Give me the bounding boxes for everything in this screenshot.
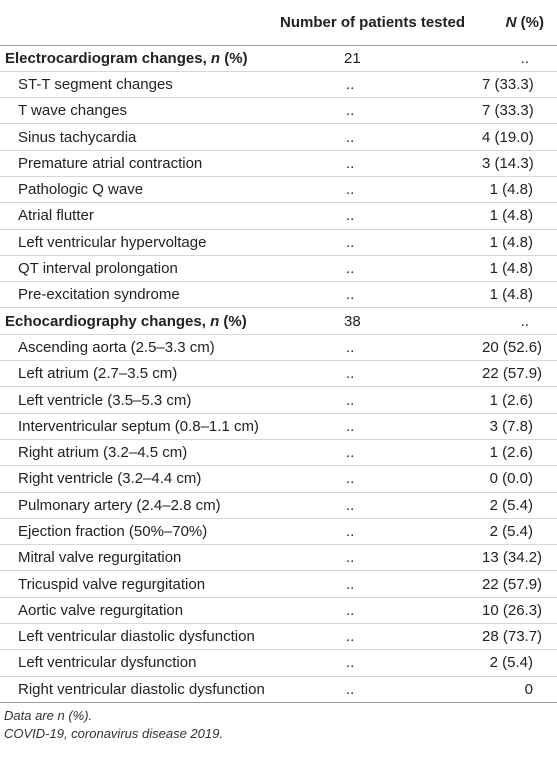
row-tested: ..: [278, 676, 482, 702]
row-tested: ..: [278, 597, 482, 623]
row-tested: ..: [278, 413, 482, 439]
table-row: [0, 124, 557, 150]
section-value: ..: [482, 45, 557, 71]
table-row: [0, 282, 557, 308]
row-value: 2 (5.4): [482, 650, 557, 676]
row-value: 1 (2.6): [482, 439, 557, 465]
header-row: [0, 0, 557, 45]
row-value: 2 (5.4): [482, 492, 557, 518]
table-row: [0, 229, 557, 255]
header-n-italic: N: [505, 13, 517, 31]
row-value: 4 (19.0): [482, 124, 557, 150]
table-row: [0, 71, 557, 97]
row-label: Atrial flutter: [0, 203, 278, 229]
header-col-label: [0, 0, 278, 45]
row-value: 22 (57.9): [482, 361, 557, 387]
row-tested: ..: [278, 624, 482, 650]
row-value: 1 (4.8): [482, 229, 557, 255]
table-row: [0, 676, 557, 702]
row-value: 10 (26.3): [482, 597, 557, 623]
row-tested: ..: [278, 176, 482, 202]
row-tested: ..: [278, 466, 482, 492]
section-row: [0, 308, 557, 334]
row-label: Left atrium (2.7–3.5 cm): [0, 361, 278, 387]
table-row: [0, 545, 557, 571]
row-tested: ..: [278, 361, 482, 387]
row-label: Ascending aorta (2.5–3.3 cm): [0, 334, 278, 360]
row-label: Interventricular septum (0.8–1.1 cm): [0, 413, 278, 439]
table-row: [0, 255, 557, 281]
row-tested: ..: [278, 518, 482, 544]
table-row: [0, 650, 557, 676]
section-value: ..: [482, 308, 557, 334]
table-row: [0, 466, 557, 492]
row-label: Pathologic Q wave: [0, 176, 278, 202]
section-tested: 38: [278, 308, 482, 334]
section-label-text: Electrocardiogram changes,: [5, 49, 211, 67]
row-tested: ..: [278, 387, 482, 413]
footnote-data: Data are n (%).: [4, 707, 93, 723]
section-label: [0, 308, 278, 334]
row-value: 3 (14.3): [482, 150, 557, 176]
table-row: [0, 203, 557, 229]
table-row: [0, 387, 557, 413]
row-value: 1 (4.8): [482, 203, 557, 229]
row-label: Premature atrial contraction: [0, 150, 278, 176]
header-col-n-percent: [482, 0, 557, 45]
row-label: Mitral valve regurgitation: [0, 545, 278, 571]
row-value: 22 (57.9): [482, 571, 557, 597]
row-label: Right ventricular diastolic dysfunction: [0, 676, 278, 702]
table-row: [0, 361, 557, 387]
row-label: Left ventricle (3.5–5.3 cm): [0, 387, 278, 413]
row-tested: ..: [278, 571, 482, 597]
header-col-tested: Number of patients tested: [278, 0, 482, 45]
row-tested: ..: [278, 71, 482, 97]
row-label: Aortic valve regurgitation: [0, 597, 278, 623]
row-label: Ejection fraction (50%–70%): [0, 518, 278, 544]
row-value: 0 (0.0): [482, 466, 557, 492]
row-value: 0: [482, 676, 557, 702]
section-label: [0, 45, 278, 71]
row-tested: ..: [278, 650, 482, 676]
table-body: [0, 45, 557, 702]
row-tested: ..: [278, 98, 482, 124]
row-value: 1 (4.8): [482, 176, 557, 202]
row-label: Left ventricular dysfunction: [0, 650, 278, 676]
row-label: Sinus tachycardia: [0, 124, 278, 150]
row-label: Pulmonary artery (2.4–2.8 cm): [0, 492, 278, 518]
row-label: Tricuspid valve regurgitation: [0, 571, 278, 597]
section-label-percent: (%): [219, 312, 247, 330]
row-value: 3 (7.8): [482, 413, 557, 439]
row-tested: ..: [278, 282, 482, 308]
row-label: Right atrium (3.2–4.5 cm): [0, 439, 278, 465]
table-row: [0, 597, 557, 623]
table-row: [0, 334, 557, 360]
section-label-text: Echocardiography changes,: [5, 312, 211, 330]
header-percent: (%): [516, 13, 544, 31]
table-row: [0, 413, 557, 439]
row-value: 20 (52.6): [482, 334, 557, 360]
row-value: 1 (4.8): [482, 282, 557, 308]
table-row: [0, 571, 557, 597]
section-label-n: n: [210, 49, 221, 67]
row-label: Left ventricular hypervoltage: [0, 229, 278, 255]
table-row: [0, 439, 557, 465]
row-value: 13 (34.2): [482, 545, 557, 571]
row-tested: ..: [278, 439, 482, 465]
row-tested: ..: [278, 545, 482, 571]
table-row: [0, 176, 557, 202]
row-value: 2 (5.4): [482, 518, 557, 544]
row-label: Left ventricular diastolic dysfunction: [0, 624, 278, 650]
row-tested: ..: [278, 124, 482, 150]
table-header: [0, 0, 557, 45]
row-label: T wave changes: [0, 98, 278, 124]
row-value: 28 (73.7): [482, 624, 557, 650]
section-row: [0, 45, 557, 71]
row-label: Pre-excitation syndrome: [0, 282, 278, 308]
row-label: QT interval prolongation: [0, 255, 278, 281]
section-tested: 21: [278, 45, 482, 71]
row-tested: ..: [278, 334, 482, 360]
table-row: [0, 150, 557, 176]
row-value: 7 (33.3): [482, 71, 557, 97]
table-row: [0, 518, 557, 544]
table-row: [0, 98, 557, 124]
row-tested: ..: [278, 150, 482, 176]
row-label: Right ventricle (3.2–4.4 cm): [0, 466, 278, 492]
row-tested: ..: [278, 492, 482, 518]
row-tested: ..: [278, 255, 482, 281]
footnote-abbrev: COVID-19, coronavirus disease 2019.: [4, 725, 223, 741]
row-tested: ..: [278, 229, 482, 255]
row-value: 1 (4.8): [482, 255, 557, 281]
section-label-n: n: [210, 312, 220, 330]
section-label-percent: (%): [220, 49, 248, 67]
table-row: [0, 624, 557, 650]
table-row: [0, 492, 557, 518]
row-tested: ..: [278, 203, 482, 229]
row-label: ST-T segment changes: [0, 71, 278, 97]
row-value: 7 (33.3): [482, 98, 557, 124]
row-value: 1 (2.6): [482, 387, 557, 413]
